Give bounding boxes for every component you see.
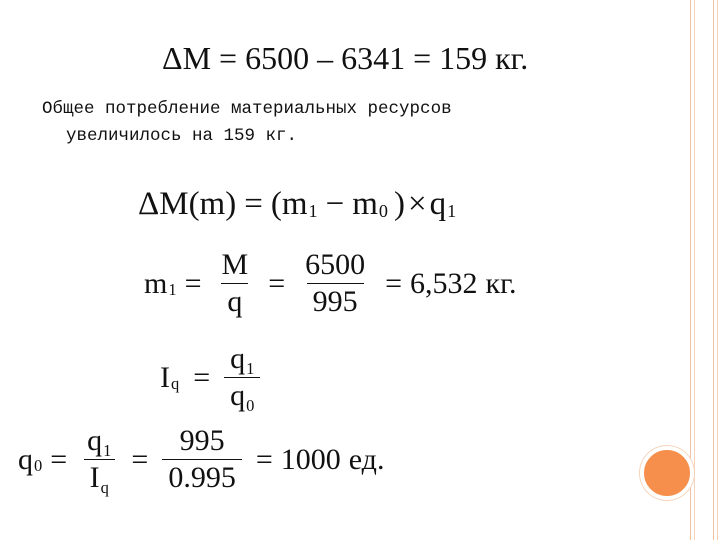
eq1-minus: –	[317, 40, 334, 76]
conclusion-line-1: Общее потребление материальных ресурсов	[42, 99, 452, 119]
slide-frame-line-outer-right	[717, 0, 718, 540]
eq4-num-sub: 1	[246, 359, 255, 379]
eq5-result: 1000	[280, 442, 341, 476]
eq4-numerator	[224, 344, 260, 377]
eq5-frac1-den-i: I	[89, 461, 100, 494]
eq3-fraction-m-over-q	[216, 250, 255, 317]
eq3-frac2-denominator: 995	[307, 283, 364, 317]
eq5-frac2-denominator: 0.995	[162, 459, 242, 493]
eq2-lhs: ΔM(m)	[138, 186, 237, 222]
eq1-value-b: 6341	[341, 40, 406, 76]
eq2-times: ×	[407, 186, 427, 222]
slide-frame-line-inner-left	[694, 0, 695, 540]
eq5-equals: =	[50, 442, 68, 476]
eq5-lhs-sub: 0	[34, 455, 43, 475]
eq3-equals-3: =	[385, 266, 403, 300]
eq5-frac1-den-sub: q	[100, 478, 109, 498]
eq3-equals: =	[184, 266, 202, 300]
eq4-num-q: q	[230, 342, 246, 375]
eq4-den-sub: 0	[246, 396, 255, 416]
conclusion-paragraph	[42, 96, 452, 150]
accent-circle	[640, 446, 694, 500]
eq4-fraction	[224, 342, 260, 416]
eq1-result: 159	[439, 40, 488, 76]
equation-m1	[144, 250, 517, 317]
equation-delta-m	[162, 42, 528, 74]
eq4-lhs: I	[160, 360, 170, 394]
eq3-frac1-numerator: M	[221, 248, 249, 281]
eq4-denominator	[224, 377, 260, 416]
eq5-lhs: q	[18, 442, 33, 476]
eq2-m0: m	[352, 186, 378, 222]
eq2-q: q	[429, 186, 447, 222]
eq5-frac1-denominator	[84, 459, 115, 498]
eq2-equals: =	[244, 186, 263, 222]
eq3-fraction-values	[299, 250, 371, 317]
eq5-fraction-q1-over-iq	[81, 424, 117, 498]
eq5-frac1-num-q: q	[87, 424, 103, 457]
eq1-lhs: ΔM	[162, 40, 212, 76]
eq5-frac1-num-sub: 1	[103, 441, 112, 461]
eq5-equals-3: =	[255, 442, 273, 476]
eq4-equals: =	[193, 360, 211, 394]
conclusion-line-2: увеличилось на 159 кг.	[66, 126, 298, 147]
eq3-lhs: m	[144, 266, 168, 300]
eq4-den-q: q	[230, 379, 246, 412]
eq3-equals-2: =	[268, 266, 286, 300]
eq3-unit: кг.	[485, 266, 517, 300]
eq4-lhs-sub: q	[171, 373, 180, 393]
equation-delta-m-m	[138, 188, 456, 221]
eq2-sub-0: 0	[378, 201, 388, 222]
slide-frame-line-inner-right	[713, 0, 714, 540]
eq2-sub-1: 1	[308, 201, 318, 222]
eq1-unit: кг.	[495, 40, 529, 76]
eq1-equals: =	[219, 40, 238, 76]
eq3-frac1-denominator: q	[221, 283, 248, 317]
equation-q0	[18, 424, 385, 498]
eq3-lhs-sub: 1	[168, 279, 177, 299]
eq5-fraction-values	[162, 426, 242, 493]
eq5-frac1-numerator	[81, 426, 117, 459]
eq2-open-m: (m	[270, 186, 308, 222]
eq5-frac2-numerator: 995	[179, 424, 225, 457]
eq1-equals-2: =	[413, 40, 432, 76]
eq2-minus: −	[325, 186, 345, 222]
eq3-result: 6,532	[410, 266, 478, 300]
eq5-equals-2: =	[131, 442, 149, 476]
eq3-frac2-numerator: 6500	[305, 248, 366, 281]
eq1-value-a: 6500	[245, 40, 310, 76]
eq2-sub-q: 1	[447, 201, 457, 222]
eq5-unit: ед.	[348, 442, 385, 476]
equation-iq	[160, 342, 266, 416]
eq2-close: )	[393, 186, 405, 222]
